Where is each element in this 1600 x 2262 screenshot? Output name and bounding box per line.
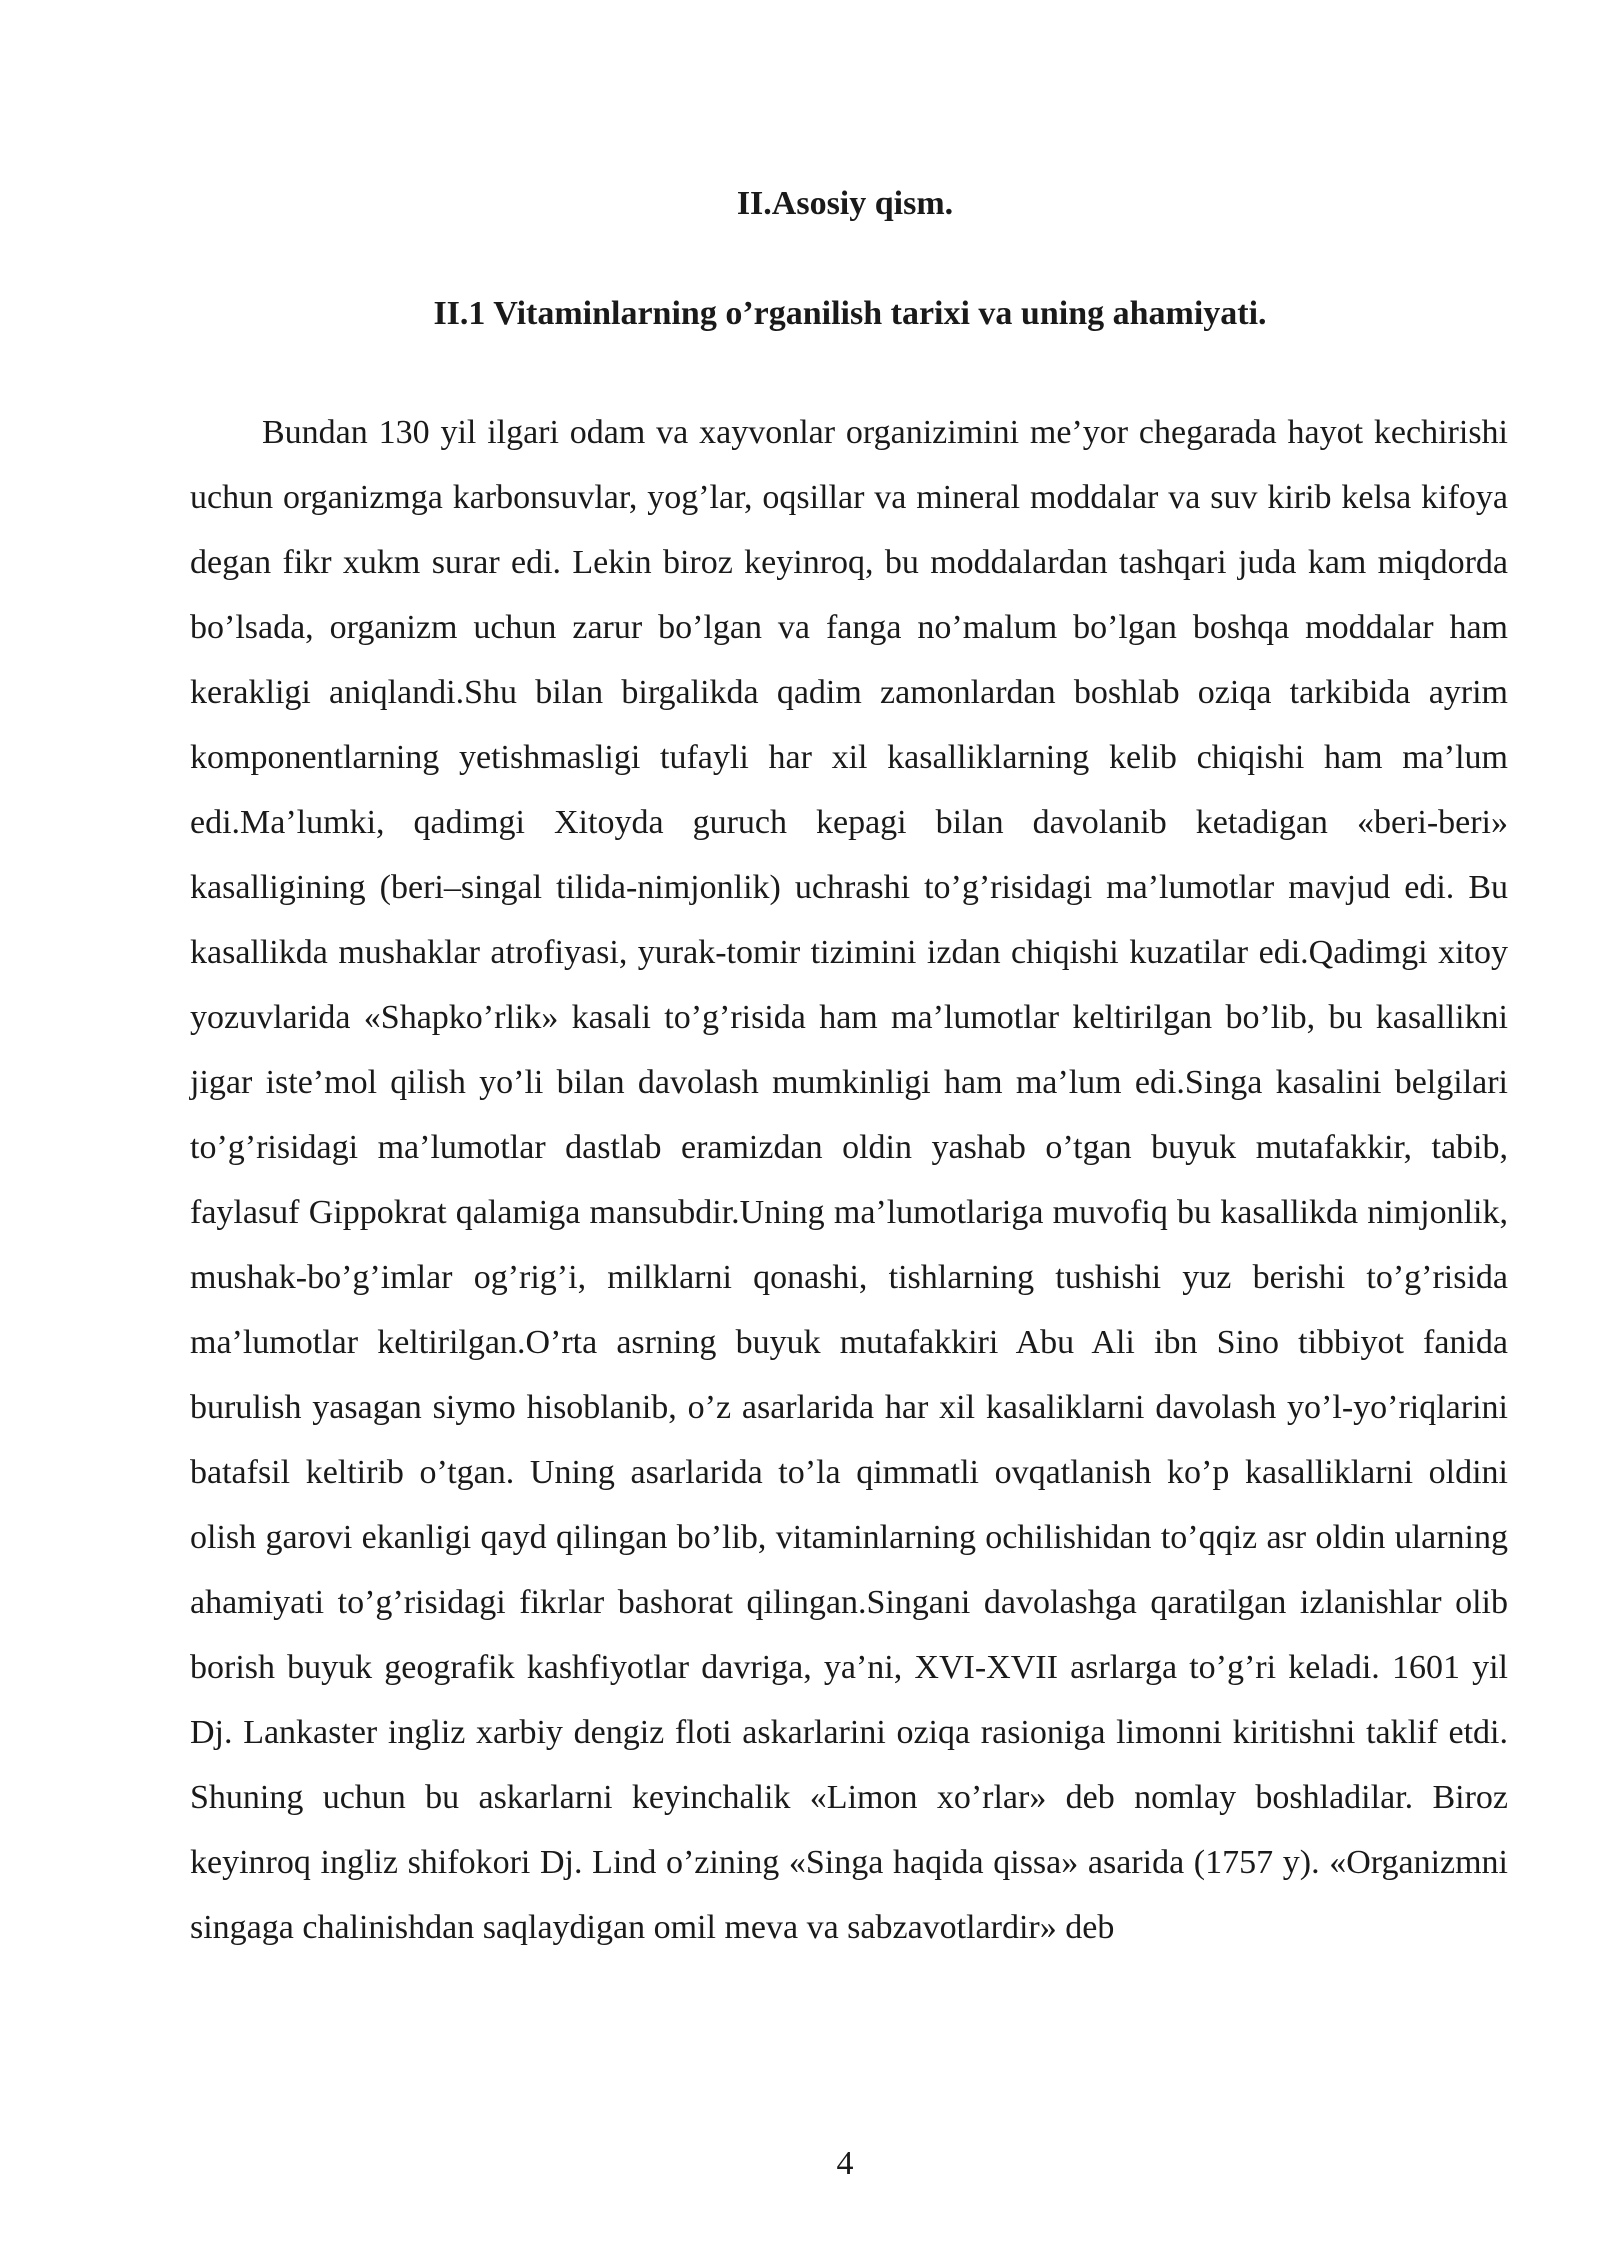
page-number: 4 xyxy=(836,2145,854,2182)
subsection-title: II.1 Vitaminlarning o’rganilish tarixi va uning ahamiyati. xyxy=(433,295,1267,332)
section-title: II.Asosiy qism. xyxy=(736,185,954,222)
body-text xyxy=(190,400,1508,1960)
paragraph: Bundan 130 yil ilgari odam va xayvonlar organizimini me’yor chegarada hayot kechirishi uchun organizmga karbonsuvlar, yog’lar, oqsillar va mineral moddalar va suv kirib kelsa kifoya degan fikr xukm surar edi. Lekin biroz keyinroq, bu moddalardan tashqari juda kam miqdorda bo’lsada, organizm uchun zarur bo’lgan va fanga no’malum bo’lgan boshqa moddalar ham kerakligi aniqlandi.Shu bilan birgalikda qadim zamonlardan boshlab oziqa tarkibida ayrim komponentlarning yetishmasligi tufayli har xil kasalliklarning kelib chiqishi ham ma’lum edi.Ma’lumki, qadimgi Xitoyda guruch kepagi bilan davolanib ketadigan «beri-beri» kasalligining (beri–singal tilida-nimjonlik) uchrashi to’g’risidagi ma’lumotlar mavjud edi. Bu kasallikda mushaklar atrofiyasi, yurak-tomir tizimini izdan chiqishi kuzatilar edi.Qadimgi xitoy yozuvlarida «Shapko’rlik» kasali to’g’risida ham ma’lumotlar keltirilgan bo’lib, bu kasallikni jigar iste’mol qilish yo’li bilan davolash mumkinligi ham ma’lum edi.Singa kasalini belgilari to’g’risidagi ma’lumotlar dastlab eramizdan oldin yashab o’tgan buyuk mutafakkir, tabib, faylasuf Gippokrat qalamiga mansubdir.Uning ma’lumotlariga muvofiq bu kasallikda nimjonlik, mushak-bo’g’imlar og’rig’i, milklarni qonashi, tishlarning tushishi yuz berishi to’g’risida ma’lumotlar keltirilgan.O’rta asrning buyuk mutafakkiri Abu Ali ibn Sino tibbiyot fanida burulish yasagan siymo hisoblanib, o’z asarlarida har xil kasaliklarni davolash yo’l-yo’riqlarini batafsil keltirib o’tgan. Uning asarlarida to’la qimmatli ovqatlanish ko’p kasalliklarni oldini olish garovi ekanligi qayd qilingan bo’lib, vitaminlarning ochilishidan to’qqiz asr oldin ularning ahamiyati to’g’risidagi fikrlar bashorat qilingan.Singani davolashga qaratilgan izlanishlar olib borish buyuk geografik kashfiyotlar davriga, ya’ni, XVI-XVII asrlarga to’g’ri keladi. 1601 yil Dj. Lankaster ingliz xarbiy dengiz floti askarlarini oziqa rasioniga limonni kiritishni taklif etdi. Shuning uchun bu askarlarni keyinchalik «Limon xo’rlar» deb nomlay boshladilar. Biroz keyinroq ingliz shifokori Dj. Lind o’zining «Singa haqida qissa» asarida (1757 y). «Organizmni singaga chalinishdan saqlaydigan omil meva va sabzavotlardir» deb xyxy=(190,414,1508,1946)
